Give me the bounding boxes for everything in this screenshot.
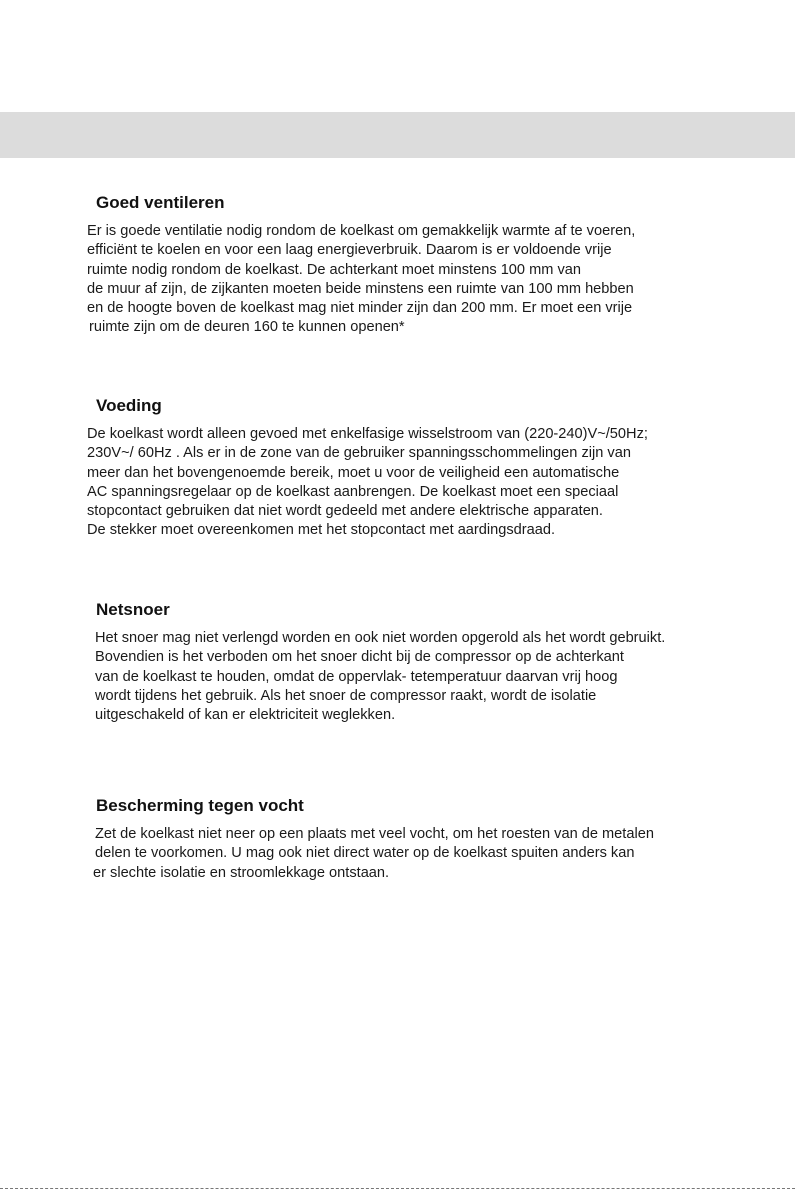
paragraph-line: Het snoer mag niet verlengd worden en ook niet worden opgerold als het wordt gebruikt. [95,630,666,646]
section-title: Bescherming tegen vocht [96,796,304,815]
paragraph-line: van de koelkast te houden, omdat de oppervlak- tetemperatuur daarvan vrij hoog [95,668,618,685]
paragraph-line: 230V~/ 60Hz . Als er in de zone van de gebruiker spanningsschommelingen zijn van [87,445,631,462]
section-bescherming-tegen-vocht [93,795,736,883]
paragraph-line: De koelkast wordt alleen gevoed met enkelfasige wisselstroom van (220-240)V~/50Hz; [87,426,648,442]
section-title: Voeding [96,396,162,415]
paragraph-line: stopcontact gebruiken dat niet wordt gedeeld met andere elektrische apparaten. [87,503,603,520]
paragraph-line: ruimte zijn om de deuren 160 te kunnen openen* [89,319,405,336]
paragraph-line: efficiënt te koelen en voor een laag energieverbruik. Daarom is er voldoende vrije [87,242,612,259]
paragraph-line: Bovendien is het verboden om het snoer dicht bij de compressor op de achterkant [95,649,624,666]
paragraph-line: uitgeschakeld of kan er elektriciteit weglekken. [95,707,396,724]
paragraph-line: er slechte isolatie en stroomlekkage ontstaan. [93,864,390,881]
paragraph-line: Er is goede ventilatie nodig rondom de koelkast om gemakkelijk warmte af te voeren, [87,223,636,239]
section-goed-ventileren [87,192,736,338]
paragraph-line: de muur af zijn, de zijkanten moeten beide minstens een ruimte van 100 mm hebben [87,280,634,297]
paragraph-line: meer dan het bovengenoemde bereik, moet u voor de veiligheid een automatische [87,464,620,481]
section-title: Goed ventileren [96,193,225,212]
section-title: Netsnoer [96,600,170,619]
paragraph-line: en de hoogte boven de koelkast mag niet minder zijn dan 200 mm. Er moet een vrije [87,300,633,317]
section-netsnoer [96,599,736,725]
page-bottom-rule [0,1188,795,1189]
paragraph-line: Zet de koelkast niet neer op een plaats met veel vocht, om het roesten van de metalen [95,826,654,842]
paragraph-line: AC spanningsregelaar op de koelkast aanbrengen. De koelkast moet een speciaal [87,483,619,500]
paragraph-line: delen te voorkomen. U mag ook niet direct water op de koelkast spuiten anders kan [95,845,635,862]
header-band [0,112,795,158]
paragraph-line: wordt tijdens het gebruik. Als het snoer de compressor raakt, wordt de isolatie [95,687,597,704]
paragraph-line: ruimte nodig rondom de koelkast. De achterkant moet minstens 100 mm van [87,261,581,278]
section-voeding [87,395,736,541]
paragraph-line: De stekker moet overeenkomen met het stopcontact met aardingsdraad. [87,522,556,539]
